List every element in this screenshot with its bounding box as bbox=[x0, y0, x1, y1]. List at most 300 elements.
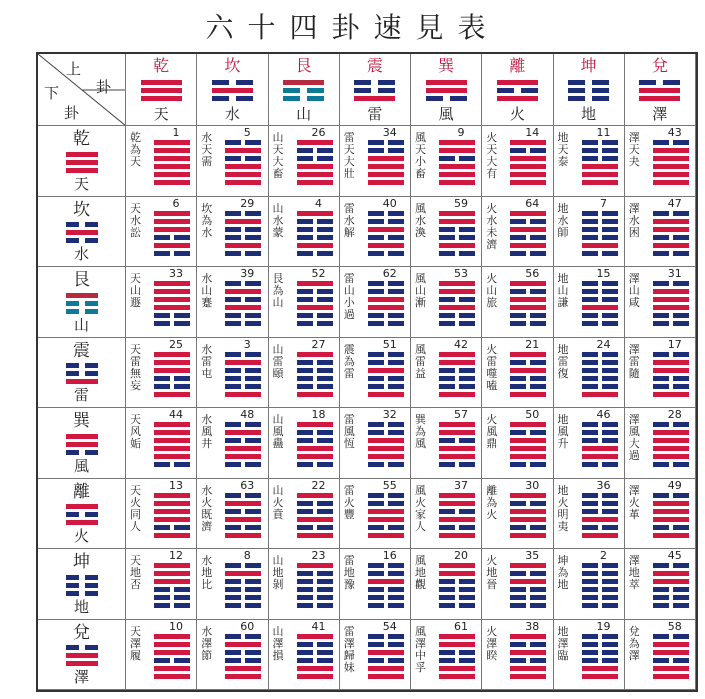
hexagram-symbol bbox=[368, 352, 404, 397]
trigram-symbol bbox=[66, 504, 98, 525]
trigram-nature: 天 bbox=[153, 105, 169, 123]
trigram-nature: 火 bbox=[73, 527, 89, 545]
hexagram-name: 風地觀 bbox=[415, 554, 426, 591]
hexagram-name: 風雷益 bbox=[415, 342, 426, 380]
trigram-nature: 雷 bbox=[367, 105, 383, 123]
hexagram-cell bbox=[269, 479, 340, 550]
hexagram-number: 42 bbox=[454, 337, 468, 351]
hexagram-name: 澤雷隨 bbox=[628, 342, 640, 380]
hexagram-symbol bbox=[154, 140, 190, 185]
hexagram-symbol bbox=[368, 493, 404, 538]
hexagram-number: 46 bbox=[596, 408, 611, 421]
trigram-nature: 澤 bbox=[652, 105, 668, 123]
trigram-nature: 山 bbox=[296, 105, 312, 123]
hexagram-number: 49 bbox=[667, 478, 682, 492]
lower-trigram-3 bbox=[38, 267, 126, 338]
hexagram-number: 14 bbox=[525, 126, 540, 139]
hexagram-number: 60 bbox=[240, 619, 255, 633]
hexagram-symbol bbox=[439, 140, 475, 185]
trigram-nature: 風 bbox=[438, 105, 454, 123]
upper-trigram-8 bbox=[625, 54, 696, 126]
trigram-name: 艮 bbox=[73, 270, 90, 290]
hexagram-number: 23 bbox=[311, 549, 326, 562]
hexagram-symbol bbox=[154, 281, 190, 326]
lower-trigram-1 bbox=[38, 126, 126, 197]
hexagram-symbol bbox=[368, 422, 404, 467]
hexagram-name: 山水蒙 bbox=[272, 201, 284, 239]
trigram-symbol bbox=[497, 80, 538, 101]
hexagram-number: 8 bbox=[243, 549, 251, 562]
hexagram-name: 水雷屯 bbox=[201, 342, 213, 380]
hexagram-cell bbox=[340, 197, 411, 268]
trigram-nature: 天 bbox=[73, 174, 89, 193]
hexagram-name: 巽為風 bbox=[415, 413, 426, 450]
hexagram-symbol bbox=[154, 211, 190, 256]
hexagram-cell bbox=[411, 479, 482, 550]
hexagram-name: 水天需 bbox=[201, 131, 213, 168]
hexagram-number: 41 bbox=[311, 619, 326, 633]
hexagram-cell bbox=[126, 126, 197, 197]
hexagram-number: 34 bbox=[382, 126, 397, 139]
hexagram-number: 12 bbox=[169, 549, 183, 562]
hexagram-name: 澤山咸 bbox=[628, 272, 640, 309]
trigram-name: 兌 bbox=[651, 56, 668, 75]
trigram-name: 兌 bbox=[73, 622, 90, 643]
hexagram-name: 兌為澤 bbox=[628, 624, 640, 662]
hexagram-name: 雷澤歸妹 bbox=[343, 624, 355, 674]
hexagram-symbol bbox=[582, 281, 618, 326]
hexagram-number: 32 bbox=[382, 408, 397, 421]
lower-gua-label: 卦 bbox=[64, 104, 80, 122]
hexagram-symbol bbox=[154, 634, 190, 679]
hexagram-number: 54 bbox=[382, 619, 397, 633]
hexagram-name: 地雷復 bbox=[557, 342, 569, 380]
hexagram-cell bbox=[482, 338, 553, 409]
hexagram-name: 山雷頤 bbox=[272, 342, 284, 380]
trigram-nature: 山 bbox=[73, 315, 89, 334]
hexagram-number: 4 bbox=[315, 196, 322, 210]
trigram-symbol bbox=[66, 293, 98, 314]
hexagram-name: 雷天大壯 bbox=[343, 131, 355, 180]
trigram-name: 乾 bbox=[73, 129, 90, 149]
lower-trigram-7 bbox=[38, 549, 126, 620]
hexagram-name: 火水未濟 bbox=[486, 201, 498, 251]
hexagram-number: 63 bbox=[240, 478, 255, 492]
hexagram-symbol bbox=[225, 211, 261, 256]
hexagram-symbol bbox=[154, 422, 190, 467]
hexagram-number: 7 bbox=[600, 196, 607, 210]
upper-label: 上 bbox=[66, 60, 82, 78]
hexagram-cell bbox=[554, 620, 625, 691]
corner-header bbox=[38, 54, 126, 126]
hexagram-cell bbox=[126, 620, 197, 691]
lower-trigram-6 bbox=[38, 479, 126, 550]
lower-trigram-4 bbox=[38, 338, 126, 409]
hexagram-table bbox=[36, 52, 698, 692]
trigram-name: 艮 bbox=[295, 56, 312, 75]
trigram-name: 震 bbox=[366, 56, 383, 75]
hexagram-symbol bbox=[653, 493, 689, 538]
hexagram-cell bbox=[625, 408, 696, 479]
hexagram-cell bbox=[269, 408, 340, 479]
trigram-symbol bbox=[66, 575, 98, 596]
upper-gua-label: 卦 bbox=[96, 78, 112, 96]
lower-trigram-5 bbox=[38, 408, 126, 479]
hexagram-number: 25 bbox=[169, 337, 183, 351]
trigram-name: 坤 bbox=[580, 56, 597, 75]
lower-label: 下 bbox=[44, 84, 60, 102]
hexagram-number: 27 bbox=[311, 337, 326, 351]
hexagram-number: 47 bbox=[667, 196, 682, 210]
page-title: 六十四卦速見表 bbox=[205, 11, 500, 44]
hexagram-number: 22 bbox=[311, 478, 326, 492]
hexagram-number: 24 bbox=[596, 337, 611, 351]
hexagram-number: 10 bbox=[169, 619, 183, 633]
hexagram-name: 艮為山 bbox=[272, 272, 284, 309]
hexagram-cell bbox=[340, 267, 411, 338]
hexagram-number: 2 bbox=[600, 549, 607, 562]
trigram-nature: 澤 bbox=[73, 668, 89, 686]
hexagram-cell bbox=[411, 549, 482, 620]
hexagram-cell bbox=[482, 620, 553, 691]
hexagram-symbol bbox=[225, 493, 261, 538]
hexagram-number: 28 bbox=[667, 408, 682, 421]
trigram-symbol bbox=[66, 645, 98, 666]
hexagram-name: 風火家人 bbox=[415, 483, 426, 533]
hexagram-cell bbox=[554, 549, 625, 620]
hexagram-cell bbox=[269, 620, 340, 691]
hexagram-number: 40 bbox=[382, 196, 397, 210]
trigram-name: 坤 bbox=[73, 552, 90, 572]
hexagram-cell bbox=[197, 126, 268, 197]
hexagram-cell bbox=[340, 338, 411, 409]
hexagram-symbol bbox=[510, 563, 546, 608]
hexagram-number: 11 bbox=[596, 126, 611, 139]
hexagram-symbol bbox=[154, 352, 190, 397]
hexagram-name: 地風升 bbox=[557, 413, 569, 450]
hexagram-symbol bbox=[510, 634, 546, 679]
hexagram-cell bbox=[269, 126, 340, 197]
hexagram-name: 地澤臨 bbox=[557, 624, 569, 662]
hexagram-name: 澤水困 bbox=[628, 201, 640, 239]
hexagram-symbol bbox=[653, 422, 689, 467]
hexagram-symbol bbox=[653, 211, 689, 256]
trigram-name: 乾 bbox=[153, 56, 170, 75]
hexagram-number: 5 bbox=[243, 126, 251, 139]
hexagram-name: 乾為天 bbox=[130, 131, 141, 168]
upper-trigram-2 bbox=[197, 54, 268, 126]
trigram-symbol bbox=[283, 80, 324, 101]
hexagram-name: 水風井 bbox=[201, 413, 213, 450]
hexagram-name: 火雷噬嗑 bbox=[486, 342, 498, 392]
trigram-name: 震 bbox=[73, 340, 90, 361]
hexagram-cell bbox=[197, 479, 268, 550]
hexagram-cell bbox=[482, 197, 553, 268]
hexagram-name: 天地否 bbox=[130, 554, 141, 591]
hexagram-cell bbox=[554, 338, 625, 409]
hexagram-name: 天水訟 bbox=[130, 201, 141, 239]
hexagram-name: 天山遯 bbox=[130, 272, 141, 309]
hexagram-cell bbox=[269, 267, 340, 338]
hexagram-number: 9 bbox=[457, 126, 465, 139]
trigram-symbol bbox=[66, 363, 98, 384]
hexagram-symbol bbox=[439, 493, 475, 538]
hexagram-cell bbox=[197, 338, 268, 409]
hexagram-cell bbox=[482, 549, 553, 620]
hexagram-name: 雷水解 bbox=[343, 201, 355, 239]
hexagram-symbol bbox=[510, 352, 546, 397]
trigram-symbol bbox=[568, 80, 609, 101]
hexagram-symbol bbox=[225, 422, 261, 467]
hexagram-symbol bbox=[582, 422, 618, 467]
hexagram-symbol bbox=[582, 493, 618, 538]
hexagram-name: 火澤睽 bbox=[486, 624, 498, 662]
hexagram-cell bbox=[126, 267, 197, 338]
hexagram-symbol bbox=[154, 493, 190, 538]
hexagram-cell bbox=[411, 408, 482, 479]
trigram-nature: 地 bbox=[581, 105, 597, 123]
hexagram-number: 39 bbox=[240, 267, 255, 280]
trigram-symbol bbox=[66, 222, 98, 243]
hexagram-number: 48 bbox=[240, 408, 255, 421]
hexagram-symbol bbox=[297, 281, 333, 326]
hexagram-cell bbox=[340, 479, 411, 550]
lower-trigram-8 bbox=[38, 620, 126, 691]
upper-trigram-3 bbox=[269, 54, 340, 126]
hexagram-number: 29 bbox=[240, 196, 255, 210]
hexagram-number: 51 bbox=[382, 337, 397, 351]
hexagram-cell bbox=[554, 197, 625, 268]
hexagram-number: 26 bbox=[311, 126, 326, 139]
trigram-symbol bbox=[66, 152, 98, 173]
hexagram-name: 地天泰 bbox=[557, 131, 569, 168]
hexagram-name: 地水師 bbox=[557, 201, 569, 239]
hexagram-cell bbox=[197, 197, 268, 268]
trigram-symbol bbox=[354, 80, 395, 101]
hexagram-number: 19 bbox=[596, 619, 611, 633]
hexagram-symbol bbox=[582, 352, 618, 397]
hexagram-cell bbox=[625, 197, 696, 268]
hexagram-number: 21 bbox=[525, 337, 540, 351]
hexagram-name: 天澤履 bbox=[130, 624, 141, 662]
hexagram-name: 山風蠱 bbox=[272, 413, 284, 450]
hexagram-name: 山火賁 bbox=[272, 483, 284, 521]
trigram-name: 坎 bbox=[73, 199, 90, 220]
hexagram-name: 澤風大過 bbox=[628, 413, 640, 462]
hexagram-symbol bbox=[225, 140, 261, 185]
hexagram-cell bbox=[411, 620, 482, 691]
hexagram-name: 風水渙 bbox=[415, 201, 426, 239]
hexagram-cell bbox=[482, 479, 553, 550]
hexagram-cell bbox=[411, 126, 482, 197]
hexagram-cell bbox=[126, 479, 197, 550]
trigram-symbol bbox=[426, 80, 467, 101]
hexagram-symbol bbox=[510, 493, 546, 538]
hexagram-symbol bbox=[297, 634, 333, 679]
hexagram-name: 離為火 bbox=[486, 483, 498, 521]
hexagram-name: 火山旅 bbox=[486, 272, 498, 309]
upper-trigram-4 bbox=[340, 54, 411, 126]
hexagram-name: 震為雷 bbox=[343, 342, 355, 380]
hexagram-name: 風山漸 bbox=[415, 272, 426, 309]
hexagram-symbol bbox=[368, 211, 404, 256]
hexagram-name: 山澤損 bbox=[272, 624, 284, 662]
hexagram-number: 35 bbox=[525, 549, 540, 562]
upper-trigram-7 bbox=[554, 54, 625, 126]
hexagram-name: 雷地豫 bbox=[343, 554, 355, 591]
hexagram-number: 1 bbox=[172, 126, 180, 139]
hexagram-symbol bbox=[368, 140, 404, 185]
hexagram-number: 33 bbox=[169, 267, 183, 280]
trigram-nature: 水 bbox=[73, 245, 89, 263]
trigram-nature: 火 bbox=[509, 105, 525, 123]
hexagram-number: 61 bbox=[454, 619, 468, 633]
hexagram-symbol bbox=[439, 634, 475, 679]
hexagram-cell bbox=[269, 338, 340, 409]
hexagram-number: 6 bbox=[172, 196, 180, 210]
hexagram-name: 坎為水 bbox=[201, 201, 213, 239]
hexagram-cell bbox=[554, 267, 625, 338]
trigram-name: 巽 bbox=[438, 56, 455, 75]
hexagram-number: 36 bbox=[596, 478, 611, 492]
lower-trigram-2 bbox=[38, 197, 126, 268]
hexagram-symbol bbox=[225, 634, 261, 679]
hexagram-cell bbox=[625, 479, 696, 550]
hexagram-name: 天风姤 bbox=[130, 413, 141, 450]
hexagram-symbol bbox=[439, 563, 475, 608]
hexagram-number: 55 bbox=[382, 478, 397, 492]
hexagram-number: 56 bbox=[525, 267, 540, 280]
hexagram-number: 13 bbox=[169, 478, 183, 492]
hexagram-symbol bbox=[297, 422, 333, 467]
hexagram-name: 風澤中孚 bbox=[415, 624, 426, 674]
hexagram-cell bbox=[554, 479, 625, 550]
hexagram-symbol bbox=[582, 140, 618, 185]
hexagram-number: 45 bbox=[667, 549, 682, 562]
hexagram-cell bbox=[411, 338, 482, 409]
hexagram-symbol bbox=[297, 211, 333, 256]
trigram-name: 巽 bbox=[73, 411, 90, 431]
trigram-symbol bbox=[639, 80, 680, 101]
hexagram-number: 53 bbox=[454, 267, 468, 280]
hexagram-name: 天火同人 bbox=[130, 483, 141, 533]
hexagram-cell bbox=[340, 620, 411, 691]
hexagram-cell bbox=[554, 408, 625, 479]
hexagram-cell bbox=[340, 126, 411, 197]
hexagram-cell bbox=[126, 549, 197, 620]
hexagram-symbol bbox=[582, 634, 618, 679]
hexagram-cell bbox=[126, 338, 197, 409]
hexagram-symbol bbox=[582, 563, 618, 608]
hexagram-name: 澤火革 bbox=[628, 483, 640, 521]
hexagram-cell bbox=[482, 126, 553, 197]
hexagram-cell bbox=[554, 126, 625, 197]
hexagram-name: 火風鼎 bbox=[486, 413, 498, 450]
upper-trigram-5 bbox=[411, 54, 482, 126]
trigram-name: 離 bbox=[509, 56, 526, 75]
hexagram-symbol bbox=[510, 140, 546, 185]
hexagram-cell bbox=[269, 197, 340, 268]
hexagram-name: 水澤節 bbox=[201, 624, 213, 662]
hexagram-name: 天雷無妄 bbox=[130, 342, 141, 392]
upper-trigram-1 bbox=[126, 54, 197, 126]
hexagram-cell bbox=[625, 549, 696, 620]
hexagram-symbol bbox=[439, 281, 475, 326]
hexagram-symbol bbox=[510, 281, 546, 326]
hexagram-number: 52 bbox=[311, 267, 326, 280]
hexagram-symbol bbox=[439, 352, 475, 397]
hexagram-number: 38 bbox=[525, 619, 540, 633]
hexagram-cell bbox=[482, 408, 553, 479]
hexagram-cell bbox=[625, 338, 696, 409]
hexagram-symbol bbox=[510, 422, 546, 467]
hexagram-symbol bbox=[225, 352, 261, 397]
hexagram-symbol bbox=[653, 634, 689, 679]
hexagram-cell bbox=[197, 408, 268, 479]
hexagram-number: 57 bbox=[454, 408, 468, 421]
hexagram-number: 3 bbox=[243, 337, 251, 351]
hexagram-number: 31 bbox=[667, 267, 682, 280]
trigram-name: 離 bbox=[73, 481, 90, 502]
hexagram-symbol bbox=[653, 140, 689, 185]
hexagram-number: 43 bbox=[667, 126, 682, 139]
hexagram-name: 水火既濟 bbox=[201, 483, 213, 533]
hexagram-name: 澤地萃 bbox=[628, 554, 640, 591]
hexagram-number: 58 bbox=[667, 619, 682, 633]
hexagram-cell bbox=[411, 267, 482, 338]
hexagram-name: 火天大有 bbox=[486, 131, 498, 180]
hexagram-number: 18 bbox=[311, 408, 326, 421]
hexagram-symbol bbox=[653, 281, 689, 326]
hexagram-cell bbox=[197, 267, 268, 338]
hexagram-cell bbox=[340, 408, 411, 479]
trigram-symbol bbox=[66, 434, 98, 455]
hexagram-name: 澤天夬 bbox=[628, 131, 640, 168]
hexagram-cell bbox=[411, 197, 482, 268]
hexagram-cell bbox=[625, 620, 696, 691]
hexagram-name: 火地晉 bbox=[486, 554, 498, 591]
hexagram-cell bbox=[482, 267, 553, 338]
hexagram-number: 50 bbox=[525, 408, 540, 421]
trigram-nature: 地 bbox=[73, 597, 89, 616]
hexagram-symbol bbox=[368, 563, 404, 608]
hexagram-number: 17 bbox=[667, 337, 682, 351]
hexagram-number: 37 bbox=[454, 478, 468, 492]
hexagram-number: 62 bbox=[382, 267, 397, 280]
hexagram-number: 16 bbox=[382, 549, 397, 562]
hexagram-number: 15 bbox=[596, 267, 611, 280]
hexagram-cell bbox=[197, 620, 268, 691]
hexagram-symbol bbox=[225, 563, 261, 608]
upper-trigram-6 bbox=[482, 54, 553, 126]
trigram-nature: 水 bbox=[224, 105, 240, 123]
hexagram-symbol bbox=[510, 211, 546, 256]
hexagram-symbol bbox=[154, 563, 190, 608]
hexagram-symbol bbox=[439, 422, 475, 467]
hexagram-symbol bbox=[368, 281, 404, 326]
hexagram-name: 雷山小過 bbox=[343, 272, 355, 321]
hexagram-symbol bbox=[297, 352, 333, 397]
trigram-symbol bbox=[212, 80, 253, 101]
hexagram-cell bbox=[269, 549, 340, 620]
hexagram-symbol bbox=[297, 140, 333, 185]
hexagram-symbol bbox=[653, 563, 689, 608]
hexagram-number: 30 bbox=[525, 478, 540, 492]
hexagram-symbol bbox=[653, 352, 689, 397]
trigram-name: 坎 bbox=[224, 56, 241, 75]
hexagram-symbol bbox=[225, 281, 261, 326]
hexagram-name: 水山蹇 bbox=[201, 272, 213, 309]
